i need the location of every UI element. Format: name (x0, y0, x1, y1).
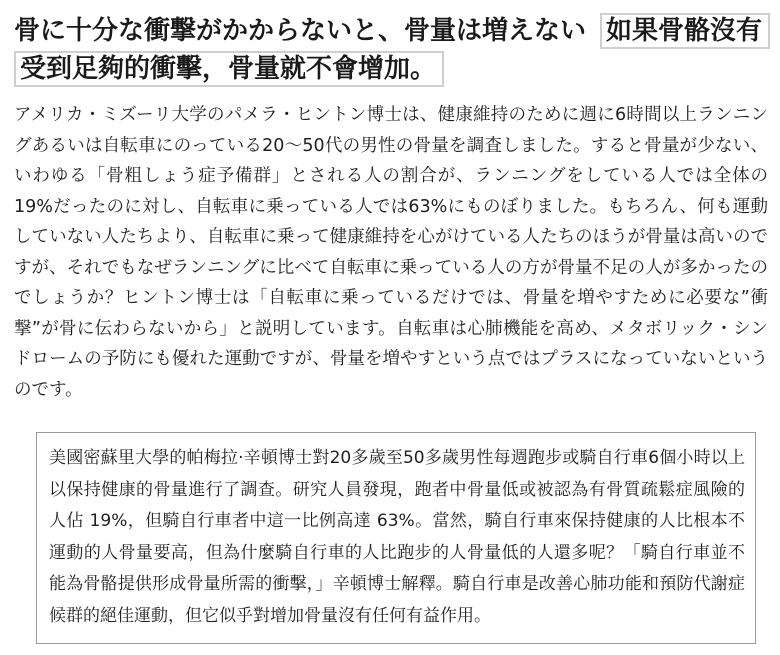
chinese-translation-box (36, 432, 756, 644)
title-chinese-translation: 如果骨骼沒有受到足夠的衝擊，骨量就不會增加。 (14, 13, 770, 87)
article-title (14, 12, 774, 88)
japanese-paragraph: アメリカ・ミズーリ大学のパメラ・ヒントン博士は、健康維持のために週に6時間以上ランニングあるいは自転車にのっている20～50代の男性の骨量を調査しました。すると骨量が少ない、いわゆる「骨粗しょう症予備群」とされる人の割合が、ランニングをしている人では全体の19%だったのに対し、自転車に乗っている人では63%にものぼりました。もちろん、何も運動していない人たちより、自転車に乗って健康維持を心がけている人たちのほうが骨量は高いのですが、それでもなぜランニングに比べて自転車に乗っている人の方が骨量不足の人が多かったのでしょうか？ヒントン博士は「自転車に乗っているだけでは、骨量を増やすために必要な”衝撃”が骨に伝わらないから」と説明しています。自転車は心肺機能を高め、メタボリック・シンドロームの予防にも優れた運動ですが、骨量を増やすという点ではプラスになっていないというのです。 (14, 105, 768, 400)
chinese-paragraph: 美國密蘇里大學的帕梅拉·辛頓博士對20多歲至50多歲男性每週跑步或騎自行車6個小時以上以保持健康的骨量進行了調查。研究人員發現，跑者中骨量低或被認為有骨質疏鬆症風險的人佔 19%，但騎自行車者中這一比例高達 63%。當然，騎自行車來保持健康的人比根本不運動的人骨量要高，但為什麼騎自行車的人比跑步的人骨量低的人還多呢？「騎自行車並不能為骨骼提供形成骨量所需的衝擊，」辛頓博士解釋。騎自行車是改善心肺功能和預防代謝症候群的絕佳運動，但它似乎對增加骨量沒有任何有益作用。 (49, 448, 745, 626)
title-japanese: 骨に十分な衝撃がかからないと、骨量は増えない (14, 16, 587, 46)
